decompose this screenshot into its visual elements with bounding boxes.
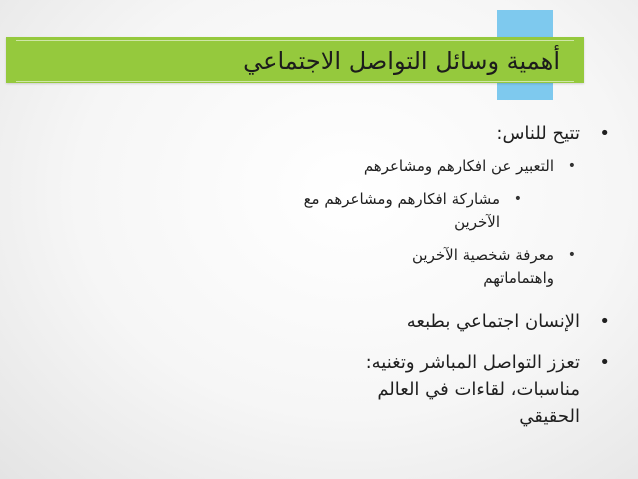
bullet-list [280, 120, 610, 430]
sub-bullet-text: معرفة شخصية الآخرين واهتماماتهم [412, 246, 554, 287]
sub-bullet-text: التعبير عن افكارهم ومشاعرهم [363, 157, 554, 175]
sub-bullet-item [280, 244, 610, 290]
sub-bullet-item [280, 188, 556, 234]
bullet-icon: • [599, 123, 610, 144]
title-bar-frame [16, 40, 574, 82]
title-bar [6, 37, 584, 83]
bullet-icon: • [599, 352, 610, 373]
bullet-text: تتيح للناس: [496, 123, 580, 144]
bullet-icon: • [599, 311, 610, 332]
bullet-item [280, 349, 610, 430]
bullet-icon: • [513, 191, 522, 207]
sub-bullet-item [280, 155, 610, 178]
sub-bullet-text: مشاركة افكارهم ومشاعرهم مع الآخرين [303, 190, 500, 231]
bullet-text: الإنسان اجتماعي بطبعه [406, 311, 580, 332]
bullet-icon: • [567, 247, 576, 263]
bullet-item [280, 120, 610, 147]
bullet-item [280, 308, 610, 335]
slide-title: أهمية وسائل التواصل الاجتماعي [243, 47, 560, 75]
bullet-text: تعزز التواصل المباشر وتغنيه: مناسبات، لقاءات في العالم الحقيقي [365, 352, 580, 427]
bullet-icon: • [567, 158, 576, 174]
